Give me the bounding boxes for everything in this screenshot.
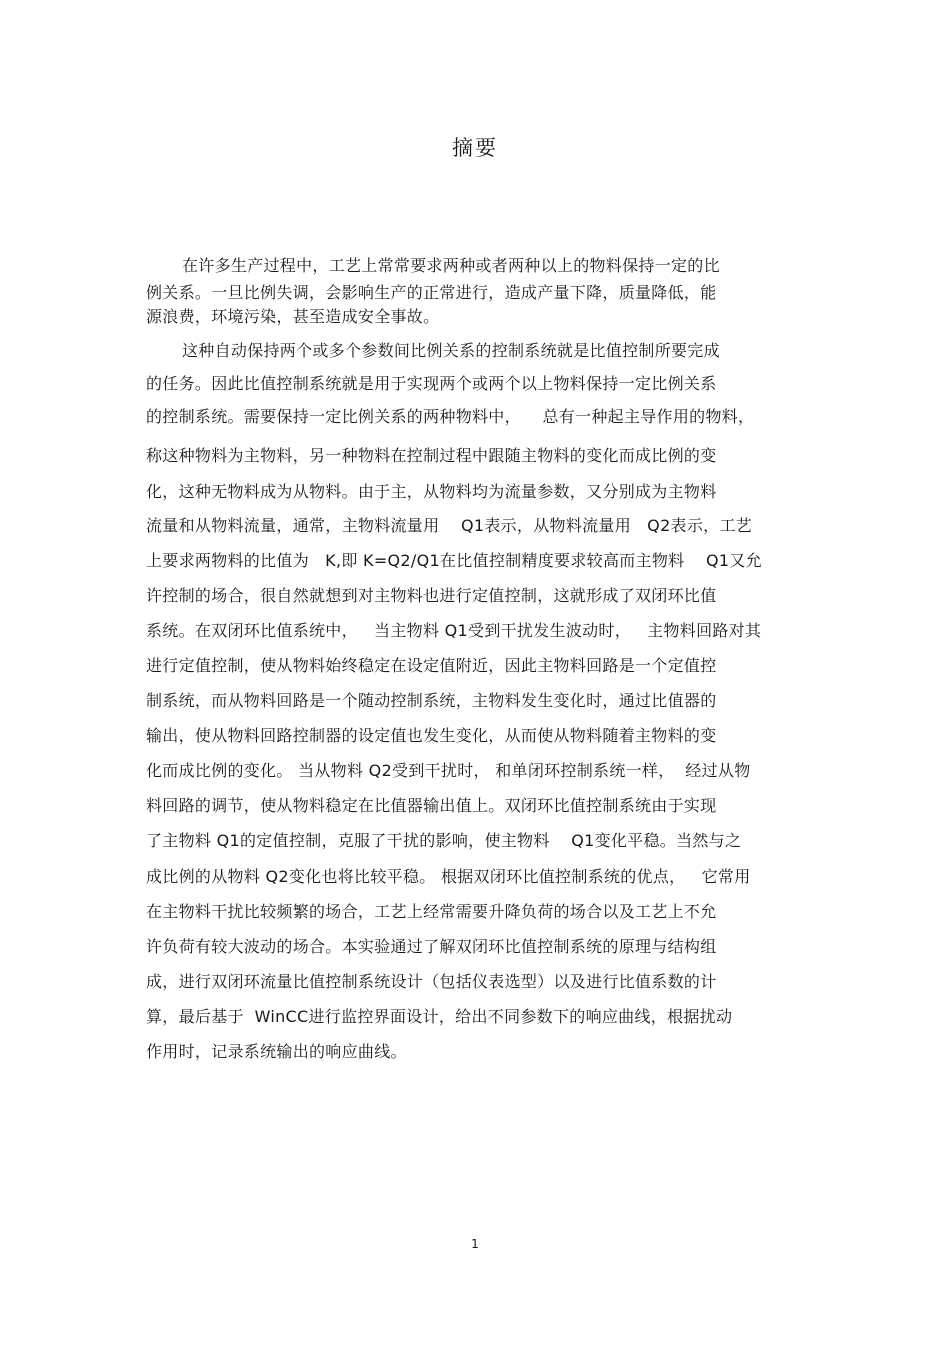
text-line: 许控制的场合，很自然就想到对主物料也进行定值控制，这就形成了双闭环比值	[146, 586, 717, 605]
text-line: 算，最后基于 WinCC进行监控界面设计，给出不同参数下的响应曲线，根据扰动	[146, 1007, 733, 1026]
text-line: 这种自动保持两个或多个参数间比例关系的控制系统就是比值控制所要完成	[182, 341, 720, 360]
text-line: 成比例的从物料 Q2变化也将比较平稳。 根据双闭环比值控制系统的优点， 它常用	[146, 867, 751, 886]
text-line: 了主物料 Q1的定值控制，克服了干扰的影响，使主物料 Q1变化平稳。当然与之	[146, 831, 742, 850]
text-line: 系统。在双闭环比值系统中， 当主物料 Q1受到干扰发生波动时， 主物料回路对其	[146, 621, 762, 640]
text-line: 输出，使从物料回路控制器的设定值也发生变化，从而使从物料随着主物料的变	[146, 726, 717, 745]
text-line: 化而成比例的变化。 当从物料 Q2受到干扰时， 和单闭环控制系统一样， 经过从物	[146, 761, 751, 780]
text-line: 作用时，记录系统输出的响应曲线。	[146, 1042, 407, 1061]
text-line: 源浪费，环境污染，甚至造成安全事故。	[146, 307, 440, 326]
text-line: 流量和从物料流量，通常，主物料流量用 Q1表示，从物料流量用 Q2表示，工艺	[146, 516, 753, 535]
text-line: 称这种物料为主物料，另一种物料在控制过程中跟随主物料的变化而成比例的变	[146, 446, 717, 465]
text-line: 化，这种无物料成为从物料。由于主，从物料均为流量参数，又分别成为主物料	[146, 482, 717, 501]
text-line: 制系统，而从物料回路是一个随动控制系统，主物料发生变化时，通过比值器的	[146, 691, 717, 710]
text-line: 的任务。因此比值控制系统就是用于实现两个或两个以上物料保持一定比例关系	[146, 374, 717, 393]
text-line: 的控制系统。需要保持一定比例关系的两种物料中， 总有一种起主导作用的物料，	[146, 407, 755, 426]
text-line: 上要求两物料的比值为 K,即 K=Q2/Q1在比值控制精度要求较高而主物料 Q1又允	[146, 551, 762, 570]
text-line: 在主物料干扰比较频繁的场合，工艺上经常需要升降负荷的场合以及工艺上不允	[146, 902, 717, 921]
page-title: 摘要	[452, 136, 498, 160]
page-number: 1	[471, 1237, 479, 1251]
text-line: 成，进行双闭环流量比值控制系统设计（包括仪表选型）以及进行比值系数的计	[146, 972, 717, 991]
text-line: 在许多生产过程中，工艺上常常要求两种或者两种以上的物料保持一定的比	[182, 256, 720, 275]
text-line: 料回路的调节，使从物料稳定在比值器输出值上。双闭环比值控制系统由于实现	[146, 796, 717, 815]
text-line: 许负荷有较大波动的场合。本实验通过了解双闭环比值控制系统的原理与结构组	[146, 937, 717, 956]
text-line: 进行定值控制，使从物料始终稳定在设定值附近，因此主物料回路是一个定值控	[146, 656, 717, 675]
text-line: 例关系。一旦比例失调，会影响生产的正常进行，造成产量下降，质量降低，能	[146, 283, 717, 302]
